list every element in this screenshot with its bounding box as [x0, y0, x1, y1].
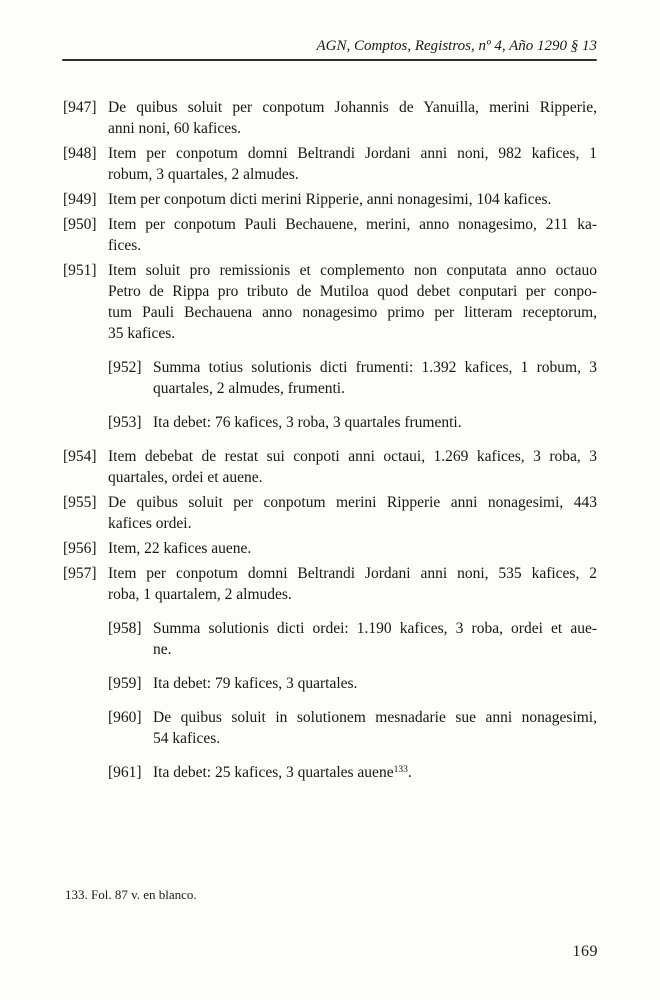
paragraph-number: [960] — [108, 709, 142, 726]
paragraph — [108, 357, 597, 399]
paragraph — [63, 538, 597, 559]
paragraph-number: [953] — [108, 414, 142, 431]
paragraph-line: Item per conpotum Pauli Bechauene, merini, anno nonagesimo, 211 ka- — [108, 216, 597, 233]
paragraph — [63, 97, 597, 139]
paragraph-number: [951] — [63, 262, 97, 279]
paragraph-number: [950] — [63, 216, 97, 233]
page-number: 169 — [572, 943, 598, 960]
paragraph-line: 54 kafices. — [153, 730, 221, 747]
paragraph-line: 35 kafices. — [108, 325, 176, 342]
paragraph-number: [957] — [63, 565, 97, 582]
paragraph-number: [959] — [108, 675, 142, 692]
paragraph — [63, 260, 597, 344]
paragraph-list — [63, 97, 597, 796]
paragraph-line: De quibus soluit per conpotum merini Ripperie anni nonagesimi, 443 — [108, 494, 597, 511]
paragraph-line: anni noni, 60 kafices. — [108, 120, 242, 137]
paragraph-line: Summa totius solutionis dicti frumenti: 1.392 kafices, 1 robum, 3 — [153, 359, 597, 376]
footnote: 133. Fol. 87 v. en blanco. — [65, 887, 197, 902]
paragraph-line: Item soluit pro remissionis et complemento non conputata anno octauo — [108, 262, 597, 279]
paragraph-line: tum Pauli Bechauena anno nonagesimo primo per litteram receptorum, — [108, 304, 597, 321]
paragraph-line: De quibus soluit per conpotum Johannis de Yanuilla, merini Ripperie, — [108, 99, 597, 116]
paragraph-number: [954] — [63, 448, 97, 465]
paragraph-line: kafices ordei. — [108, 515, 192, 532]
paragraph-line: Item per conpotum domni Beltrandi Jordani anni noni, 535 kafices, 2 — [108, 565, 597, 582]
paragraph-line: De quibus soluit in solutionem mesnadarie sue anni nonagesimi, — [153, 709, 597, 726]
running-header: AGN, Comptos, Registros, nº 4, Año 1290 § 13 — [316, 38, 597, 54]
paragraph-number: [961] — [108, 764, 142, 781]
paragraph-number: [947] — [63, 99, 97, 116]
paragraph-number: [949] — [63, 191, 97, 208]
paragraph-line: quartales, 2 almudes, frumenti. — [153, 380, 345, 397]
paragraph-number: [958] — [108, 620, 142, 637]
footnote-reference: 133 — [393, 765, 408, 775]
paragraph-line: Petro de Rippa pro tributo de Mutiloa quod debet conputari per conpo- — [108, 283, 597, 300]
paragraph-line: Item, 22 kafices auene. — [108, 540, 252, 557]
paragraph-line: Ita debet: 25 kafices, 3 quartales auene$^{133}$. — [153, 764, 412, 781]
paragraph-number: [948] — [63, 145, 97, 162]
paragraph — [63, 492, 597, 534]
paragraph-number: [956] — [63, 540, 97, 557]
paragraph-line: Ita debet: 76 kafices, 3 roba, 3 quartales frumenti. — [153, 414, 462, 431]
paragraph — [108, 707, 597, 749]
paragraph-line: robum, 3 quartales, 2 almudes. — [108, 166, 299, 183]
paragraph — [63, 563, 597, 605]
paragraph — [63, 143, 597, 185]
paragraph — [63, 446, 597, 488]
paragraph-line: Summa solutionis dicti ordei: 1.190 kafices, 3 roba, ordei et aue- — [153, 620, 597, 637]
paragraph-line: Ita debet: 79 kafices, 3 quartales. — [153, 675, 358, 692]
paragraph — [108, 618, 597, 660]
header-rule — [62, 59, 597, 61]
paragraph-line: quartales, ordei et auene. — [108, 469, 263, 486]
paragraph-line: Item per conpotum dicti merini Ripperie, anni nonagesimi, 104 kafices. — [108, 191, 552, 208]
paragraph-number: [955] — [63, 494, 97, 511]
paragraph — [108, 762, 597, 783]
paragraph — [108, 673, 597, 694]
paragraph-line: Item debebat de restat sui conpoti anni octaui, 1.269 kafices, 3 roba, 3 — [108, 448, 597, 465]
paragraph-line: Item per conpotum domni Beltrandi Jordani anni noni, 982 kafices, 1 — [108, 145, 597, 162]
paragraph-line: fices. — [108, 237, 142, 254]
paragraph-line: roba, 1 quartalem, 2 almudes. — [108, 586, 292, 603]
paragraph — [63, 214, 597, 256]
paragraph — [108, 412, 597, 433]
paragraph-number: [952] — [108, 359, 142, 376]
paragraph — [63, 189, 597, 210]
paragraph-line: ne. — [153, 641, 172, 658]
